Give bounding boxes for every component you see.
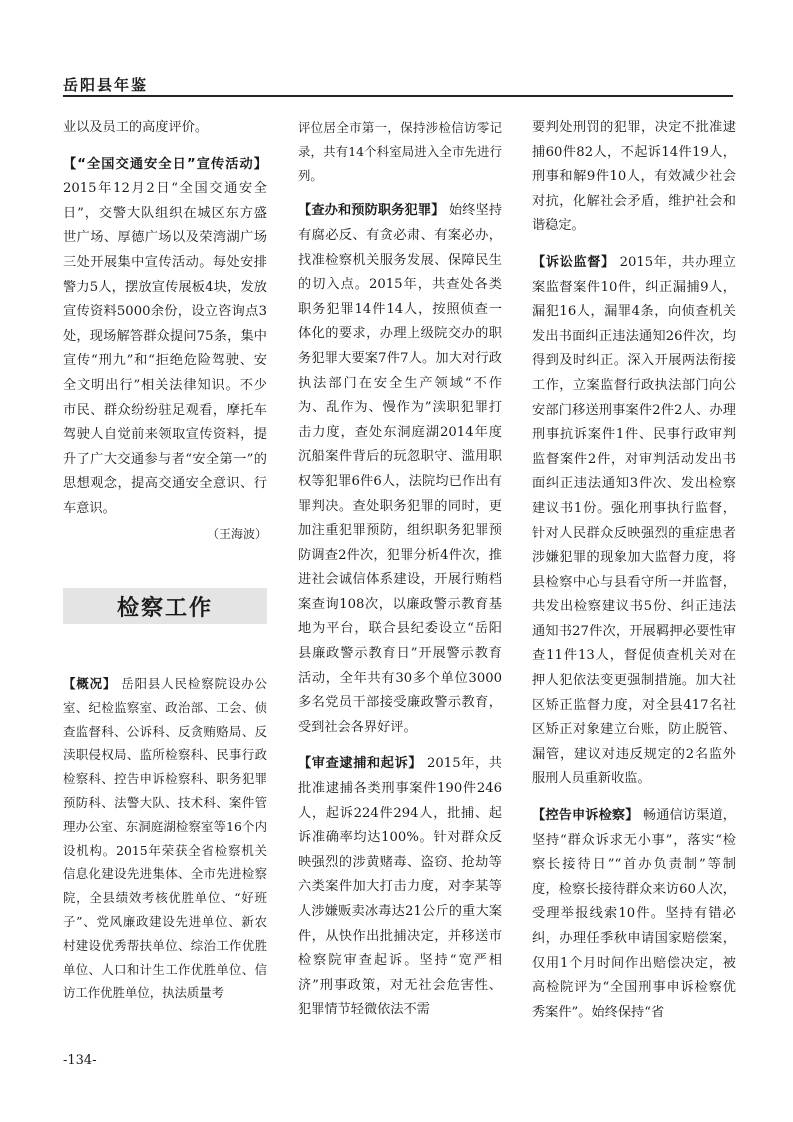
section-heading: 【控告申诉检察】 (532, 808, 639, 824)
section-heading: 【概况】 (63, 676, 117, 691)
paragraph-continued: 要判处刑罚的犯罪，决定不批准逮捕60件82人，不起诉14件19人，刑事和解9件10人，有效减少社会对抗，化解社会矛盾，维护社会和谐稳定。 (532, 120, 736, 234)
column-3 (532, 116, 736, 1025)
section-traffic-safety-day (63, 153, 267, 522)
column-1-lower (63, 672, 267, 1005)
section-duty-crime (298, 199, 502, 740)
section-overview (63, 672, 267, 1005)
author-signature: （王海波） (206, 526, 267, 541)
section-heading: 【审查逮捕和起诉】 (298, 756, 423, 772)
section-heading: 【“全国交通安全日”宣传活动】 (63, 156, 267, 172)
column-2 (298, 116, 502, 1023)
section-arrest-prosecution (298, 752, 502, 1023)
section-heading: 【诉讼监督】 (532, 254, 615, 270)
section-body: 始终坚持有腐必反、有贪必肃、有案必办，找准检察机关服务发展、保障民生的切入点。2015年，共查处各类职务犯罪14件14人，按照侦查一体化的要求，办理上级院交办的职务犯罪大要案7件7人。加大对行政执法部门在安全生产领域“不作为、乱作为、慢作为”渎职犯罪打击力度，查处东洞庭湖2014年度沉船案件背后的玩忽职守、滥用职权等犯罪6件6人，法院均已作出有罪判决。查处职务犯罪的同时，更加注重犯罪预防，组织职务犯罪预防调查2件次，犯罪分析4件次，推进社会诚信体系建设，开展行贿档案查询108次，以廉政警示教育基地为平台，联合县纪委设立“岳阳县廉政警示教育日”开展警示教育活动，全年共有30多个单位3000多名党员干部接受廉政警示教育，受到社会各界好评。 (298, 203, 503, 735)
column-1 (63, 116, 267, 546)
header-rule (63, 95, 733, 97)
paragraph-continued: 评位居全市第一，保持涉检信访零记录，共有14个科室局进入全市先进行列。 (298, 120, 502, 183)
section-body: 2015年12月2日“全国交通安全日”，交警大队组织在城区东方盛世广场、厚德广场以及荣湾湖广场三处开展集中宣传活动。每处安排警力5人，摆放宣传展板4块，发放宣传资料5000余份，设立咨询点3处，现场解答群众提问75条，集中宣传“刑九”和“拒绝危险驾驶、安全文明出行”相关法律知识。不少市民、群众纷纷驻足观看，摩托车驾驶人自觉前来领取宣传资料，提升了广大交通参与者“安全第一”的思想观念，提高交通安全意识、行车意识。 (63, 181, 267, 516)
paragraph-continued: 业以及员工的高度评价。 (63, 120, 209, 135)
section-complaint-procuratorate (532, 804, 736, 1025)
section-litigation-supervision (532, 251, 736, 792)
running-header-title: 岳阳县年鉴 (63, 76, 149, 94)
section-banner-procuratorate: 检察工作 (63, 588, 267, 624)
section-body: 2015年，共批准逮捕各类刑事案件190件246人，起诉224件294人，批捕、起诉准确率均达100%。针对群众反映强烈的涉黄赌毒、盗窃、抢劫等六类案件加大打击力度，对李某等人涉嫌贩卖冰毒达21公斤的重大案件，从快作出批捕决定，并移送市检察院审查起诉。坚持“宽严相济”刑事政策，对无社会危害性、犯罪情节轻微依法不需 (298, 756, 502, 1018)
page-number: -134- (63, 1053, 97, 1068)
section-body: 2015年，共办理立案监督案件10件，纠正漏捕9人，漏犯16人，漏罪4条，向侦查机关发出书面纠正违法通知26件次，均得到及时纠正。深入开展两法衔接工作，立案监督行政执法部门向公安部门移送刑事案件2件2人、办理刑事抗诉案件1件、民事行政审判监督案件2件，对审判活动发出书面纠正违法通知3件次、发出检察建议书1份。强化刑事执行监督，针对人民群众反映强烈的重症患者涉嫌犯罪的现象加大监督力度，将县检察中心与县看守所一并监督，共发出检察建议书5份、纠正违法通知书27件次，开展羁押必要性审查11件13人，督促侦查机关对在押人犯依法变更强制措施。加大社区矫正监督力度，对全县417名社区矫正对象建立台账，防止脱管、漏管，建议对违反规定的2名监外服刑人员重新收监。 (532, 254, 736, 787)
section-body: 岳阳县人民检察院设办公室、纪检监察室、政治部、工会、侦查监督科、公诉科、反贪贿赂局、反渎职侵权局、监所检察科、民事行政检察科、控告申诉检察科、职务犯罪预防科、法警大队、技术科、案件管理办公室、东洞庭湖检察室等16个内设机构。2015年荣获全省检察机关信息化建设先进集体、全市先进检察院，全县绩效考核优胜单位、“好班子”、党风廉政建设先进单位、新农村建设优秀帮扶单位、综治工作优胜单位、人口和计生工作优胜单位、信访工作优胜单位，执法质量考 (63, 676, 268, 1001)
section-heading: 【查办和预防职务犯罪】 (298, 203, 445, 219)
section-body: 畅通信访渠道，坚持“群众诉求无小事”，落实“检察长接待日”“首办负责制”等制度，检察长接待群众来访60人次，受理举报线索10件。坚持有错必纠，办理任季秋申请国家赔偿案，仅用1个月时间作出赔偿决定，被高检院评为“全国刑事申诉检察优秀案件”。始终保持“省 (532, 808, 736, 1020)
